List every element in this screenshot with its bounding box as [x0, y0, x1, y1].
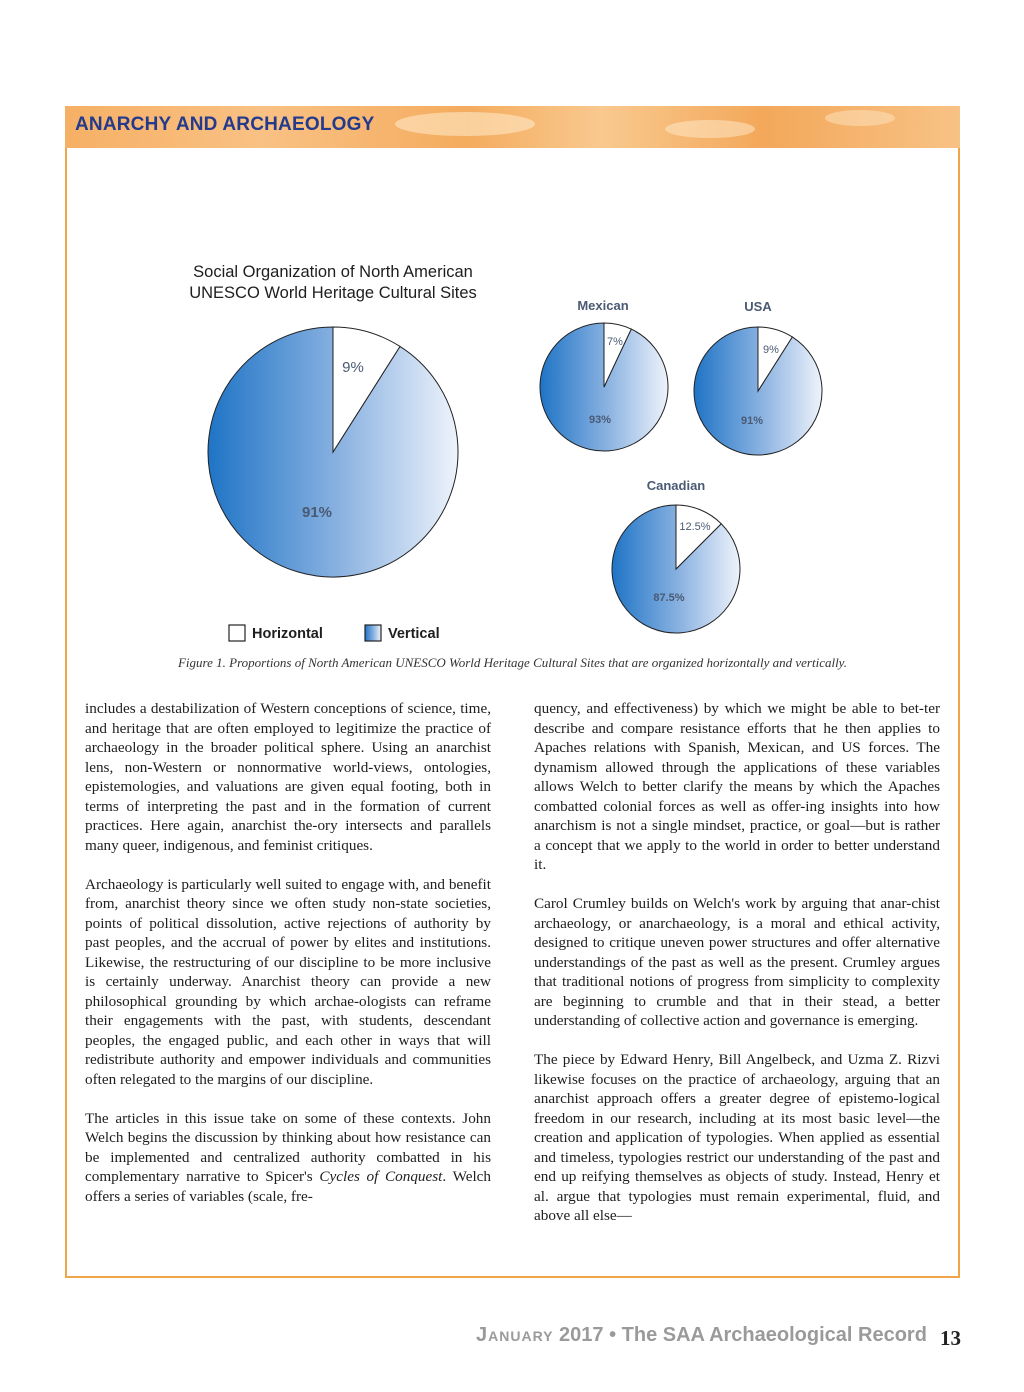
paragraph: includes a destabilization of Western conceptions of science, time, and heritage that are often employed to legitimize the practice of archaeology in the broader political sphere. Using an anarchist lens, non-Western or nonnormative world-views, ontologies, epistemologies, and valuations are given equal footing, both in terms of interpreting the past and in the formation of current practices. Here again, anarchist the-ory intersects and parallels many queer, indigenous, and feminist critiques. [85, 700, 491, 854]
usa-pie-title: USA [744, 299, 772, 314]
canadian-pie-label-vertical: 87.5% [653, 592, 685, 604]
chart-legend [229, 625, 440, 642]
paragraph: Archaeology is particularly well suited to engage with, and benefit from, anarchist theory since we often study non-state societies, points of political dissolution, active rejections of authority by past peoples, and the accrual of power by elites and institutions. Likewise, the restructuring of our discipline to be more inclusive is certainly underway. Anarchist theory can provide a new philosophical grounding by which archae-ologists can reframe their engagements with the past, with students, descendant peoples, the engaged public, and each other in ways that will redistribute authority and empower individuals and communities often relegated to the margins of our discipline. [85, 875, 491, 1088]
canadian-pie-title: Canadian [646, 478, 706, 493]
canadian-pie-label-horizontal: 12.5% [679, 521, 711, 533]
book-title: Cycles of Conquest [319, 1168, 443, 1185]
mexican-pie-title: Mexican [577, 298, 629, 313]
legend-label-horizontal: Horizontal [252, 626, 323, 642]
figure-title-line1: Social Organization of North American [193, 263, 473, 281]
mexican-pie-label-horizontal: 7% [607, 336, 623, 348]
figure-caption: Figure 1. Proportions of North American UNESCO World Heritage Cultural Sites that are organized horizontally and vertically. [177, 655, 847, 670]
mexican-pie-label-vertical: 93% [588, 414, 612, 426]
main-pie-label-vertical: 91% [301, 504, 333, 521]
paragraph: The piece by Edward Henry, Bill Angelbeck, and Uzma Z. Rizvi likewise focuses on the practice of archaeology, arguing that an anarchist approach offers a greater degree of epistemo-logical freedom in our research, including at its most basic level—the creation and application of typologies. When applied as essential and timeless, typologies restrict our understanding of the past and end up reifying themselves as objects of study. Instead, Henry et al. argue that typologies must remain experimental, fluid, and above all else— [534, 1051, 940, 1224]
legend-swatch-vertical [365, 625, 381, 641]
figure-title-line2: UNESCO World Heritage Cultural Sites [189, 284, 477, 302]
legend-label-vertical: Vertical [388, 626, 440, 642]
mexican-pie-chart [540, 298, 668, 451]
usa-pie-chart [694, 299, 822, 455]
canadian-pie-chart [612, 478, 740, 633]
paragraph: quency, and effectiveness) by which we might be able to bet-ter describe and compare resistance efforts that he then applies to Apaches relations with Spanish, Mexican, and US forces. The dynamism allowed through the applications of these variables allows Welch to better clarify the means by which the Apaches combatted colonial forces as well as offer-ing insights into how anarchism is not a single mindset, practice, or goal—but is rather a concept that we apply to the world in order to better understand it. [534, 700, 940, 873]
usa-pie-label-horizontal: 9% [763, 344, 779, 356]
section-title: ANARCHY AND ARCHAEOLOGY [75, 114, 375, 135]
body-column-right [534, 699, 940, 1245]
footer-journal: 2017 • The SAA Archaeological Record [553, 1324, 927, 1346]
running-footer [476, 1324, 927, 1347]
body-column-left [85, 699, 491, 1226]
main-pie-label-horizontal: 9% [342, 359, 364, 376]
paragraph: Carol Crumley builds on Welch's work by arguing that anar-chist archaeology, or anarchaeology, is a moral and ethical activity, designed to critique uneven power structures and offer alternative understandings of the past as well as the present. Crumley argues that traditional notions of progress from simplicity to complexity are beginning to crumble and that in their stead, a better understanding of collective action and governance is emerging. [534, 895, 940, 1029]
legend-swatch-horizontal [229, 625, 245, 641]
footer-month: January [476, 1324, 554, 1346]
paragraph: The articles in this issue take on some of these contexts. John Welch begins the discussion by thinking about how resistance can be implemented and centralized authority combatted in his complementary narrative to Spicer's Cycles of Conquest. Welch offers a series of variables (scale, fre- [85, 1109, 491, 1205]
usa-pie-label-vertical: 91% [740, 415, 764, 427]
page-number: 13 [940, 1326, 961, 1350]
main-pie-chart [208, 327, 458, 577]
